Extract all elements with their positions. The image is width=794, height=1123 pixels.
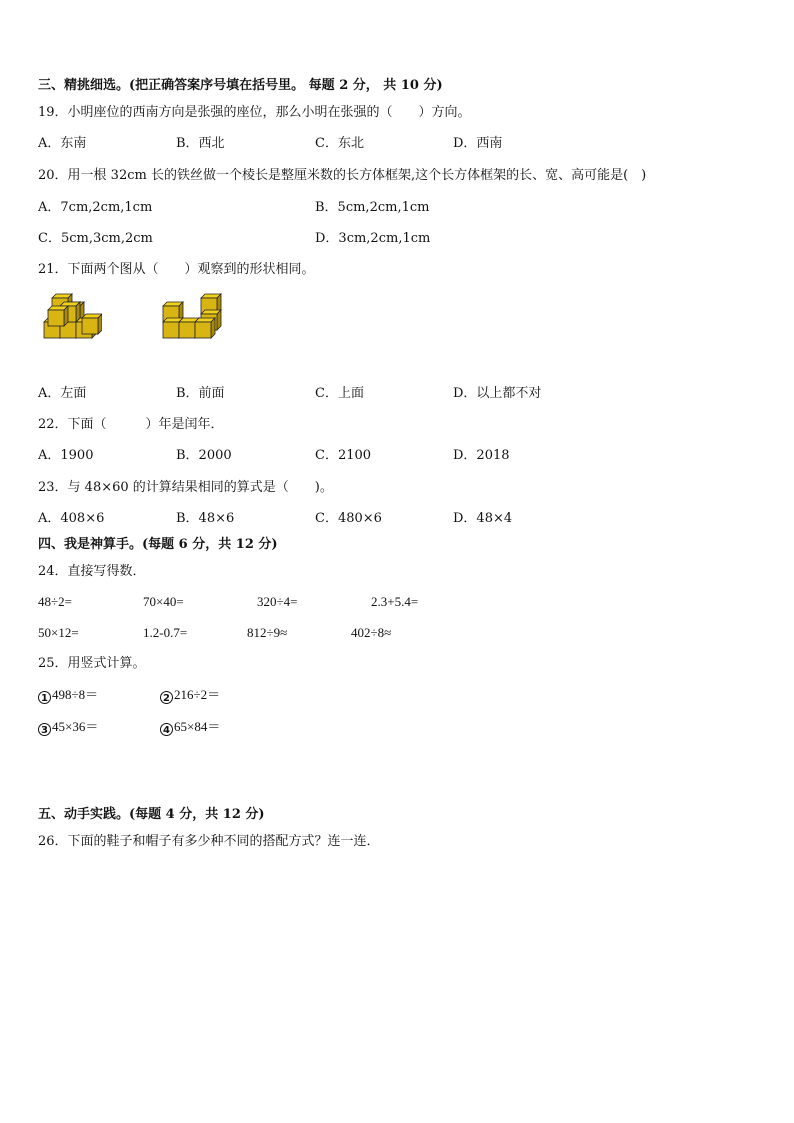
q19-option-b: B．西北 xyxy=(176,136,225,151)
q19-option-a: A．东南 xyxy=(38,136,87,151)
q24-item-6: 1.2-0.7= xyxy=(143,625,188,640)
q19-option-d: D．西南 xyxy=(453,136,503,151)
q23-option-d: D．48×4 xyxy=(453,511,513,526)
q25-item-1 xyxy=(38,687,98,704)
section-5-heading: 五、动手实践。(每题 4 分，共 12 分) xyxy=(38,807,265,822)
q22-option-d: D．2018 xyxy=(453,448,510,463)
q22-option-a: A．1900 xyxy=(38,448,94,463)
q24-item-4: 2.3+5.4= xyxy=(371,594,419,609)
q25-expression: 498÷8＝ xyxy=(52,687,99,702)
q25-item-2 xyxy=(160,687,220,704)
q23-option-a: A．408×6 xyxy=(38,511,105,526)
q24-item-8: 402÷8≈ xyxy=(351,625,392,640)
q25-expression: 65×84＝ xyxy=(174,719,221,734)
circled-number: 3 xyxy=(38,723,51,736)
question-24: 24．直接写得数． xyxy=(38,564,146,579)
circled-number: 1 xyxy=(38,691,51,704)
q25-expression: 45×36＝ xyxy=(52,719,99,734)
cube-figure-2 xyxy=(161,292,227,342)
section-4-heading: 四、我是神算手。(每题 6 分，共 12 分) xyxy=(38,537,278,552)
q25-item-3 xyxy=(38,719,98,736)
q24-item-2: 70×40= xyxy=(143,594,184,609)
circled-number: 2 xyxy=(160,691,173,704)
q21-option-c: C．上面 xyxy=(315,386,364,401)
circled-number: 4 xyxy=(160,723,173,736)
question-21: 21．下面两个图从（ ）观察到的形状相同。 xyxy=(38,262,315,277)
q20-option-b: B．5cm,2cm,1cm xyxy=(315,200,430,215)
question-25: 25．用竖式计算。 xyxy=(38,656,146,671)
q21-option-d: D．以上都不对 xyxy=(453,386,542,401)
question-19: 19．小明座位的西南方向是张强的座位，那么小明在张强的（ ）方向。 xyxy=(38,105,471,120)
question-26: 26．下面的鞋子和帽子有多少种不同的搭配方式？连一连． xyxy=(38,834,380,849)
q25-expression: 216÷2＝ xyxy=(174,687,221,702)
q23-option-b: B．48×6 xyxy=(176,511,235,526)
q25-item-4 xyxy=(160,719,220,736)
q21-option-b: B．前面 xyxy=(176,386,225,401)
q22-option-b: B．2000 xyxy=(176,448,232,463)
question-22: 22．下面（ ）年是闰年． xyxy=(38,417,224,432)
q24-item-7: 812÷9≈ xyxy=(247,625,288,640)
q24-item-5: 50×12= xyxy=(38,625,79,640)
cube-figure-1 xyxy=(42,292,102,342)
q21-option-a: A．左面 xyxy=(38,386,87,401)
question-23: 23．与 48×60 的计算结果相同的算式是（ )。 xyxy=(38,480,333,495)
q20-option-c: C．5cm,3cm,2cm xyxy=(38,231,153,246)
q20-option-d: D．3cm,2cm,1cm xyxy=(315,231,431,246)
section-3-heading: 三、精挑细选。(把正确答案序号填在括号里。 每题 2 分， 共 10 分) xyxy=(38,78,443,93)
q22-option-c: C．2100 xyxy=(315,448,372,463)
question-20: 20．用一根 32cm 长的铁丝做一个棱长是整厘米数的长方体框架,这个长方体框架的长、宽、高可能是( ) xyxy=(38,168,647,183)
q20-option-a: A．7cm,2cm,1cm xyxy=(38,200,153,215)
q19-option-c: C．东北 xyxy=(315,136,364,151)
q23-option-c: C．480×6 xyxy=(315,511,382,526)
q24-item-3: 320÷4= xyxy=(257,594,298,609)
q24-item-1: 48÷2= xyxy=(38,594,72,609)
